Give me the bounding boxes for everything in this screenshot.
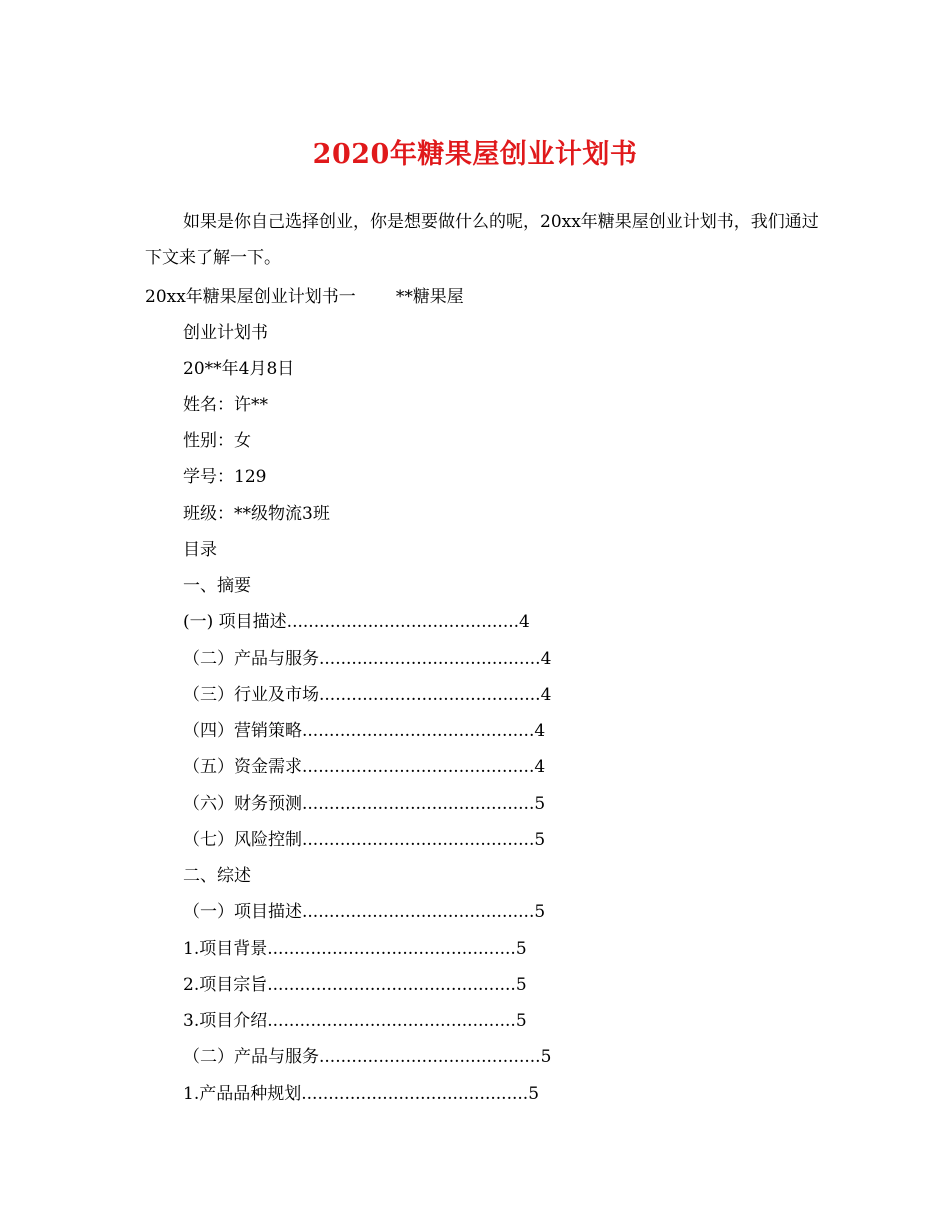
toc-entry-page: 5 [515,975,527,995]
toc-entry-leader: ........................................... [302,830,535,850]
toc-entry-page: 5 [528,1084,540,1104]
cover-student-id: 学号：129 [183,467,267,487]
cover-gender: 性别：女 [183,431,251,451]
toc-entry-label: 3.项目介绍 [183,1011,268,1031]
toc-entry-label: 1.项目背景 [183,939,268,959]
cover-class: 班级：**级物流3班 [183,504,330,524]
toc-entry-label: （六）财务预测 [183,794,302,814]
toc-entry[interactable] [183,610,530,634]
toc-entry-label: （二）产品与服务 [183,649,319,669]
toc-entry-leader: ......................................... [319,1047,541,1067]
toc-heading: 目录 [183,540,217,560]
toc-entry-label: 2.项目宗旨 [183,975,268,995]
toc-entry-leader: ........................................... [302,902,535,922]
toc-entry-leader: .............................................. [267,1011,516,1031]
heading-line-left: 20xx年糖果屋创业计划书一 [145,287,356,307]
toc-entry[interactable] [183,973,527,997]
heading-line-right: **糖果屋 [395,287,464,307]
toc-entry-page: 5 [534,830,546,850]
toc-section-summary: 一、摘要 [183,576,251,596]
toc-entry-label: （二）产品与服务 [183,1047,319,1067]
toc-entry-leader: ......................................... [319,685,541,705]
toc-entry-leader: .......................................... [301,1084,529,1104]
cover-date: 20**年4月8日 [183,359,295,379]
toc-entry-label: （一）项目描述 [183,902,302,922]
toc-entry[interactable] [183,755,545,779]
toc-entry[interactable] [183,828,545,852]
toc-entry-page: 5 [515,939,527,959]
toc-entry-page: 5 [540,1047,552,1067]
toc-entry-leader: ........................................... [302,794,535,814]
toc-entry-page: 4 [519,612,530,632]
toc-entry[interactable] [183,719,545,743]
toc-entry-page: 4 [534,721,546,741]
heading-line [145,285,464,309]
cover-name: 姓名：许** [183,395,268,415]
toc-entry-label: （四）营销策略 [183,721,302,741]
toc-entry[interactable] [183,792,545,816]
toc-entry[interactable] [183,647,551,671]
toc-entry[interactable] [183,1045,551,1069]
toc-entry-label: （三）行业及市场 [183,685,319,705]
toc-entry[interactable] [183,900,545,924]
toc-entry-label: （五）资金需求 [183,757,302,777]
toc-entry[interactable] [183,683,551,707]
toc-entry-leader: ........................................... [302,757,535,777]
toc-entry-leader: ........................................... [286,612,520,632]
toc-entry-leader: ......................................... [319,649,541,669]
toc-entry-page: 5 [534,794,546,814]
toc-entry-page: 5 [515,1011,527,1031]
toc-entry-page: 4 [540,685,552,705]
toc-entry-leader: ........................................... [302,721,535,741]
cover-doc-type: 创业计划书 [183,323,268,343]
toc-entry-label: （七）风险控制 [183,830,302,850]
toc-entry-label: 1.产品品种规划 [183,1084,302,1104]
toc-entry-label: (一) 项目描述 [183,612,287,632]
toc-entry[interactable] [183,1082,539,1106]
toc-entry-page: 4 [534,757,546,777]
toc-entry-page: 5 [534,902,546,922]
intro-paragraph: 如果是你自己选择创业，你是想要做什么的呢，20xx年糖果屋创业计划书，我们通过下文来了解一下。 [145,212,819,268]
toc-entry[interactable] [183,1009,527,1033]
toc-entry-page: 4 [540,649,552,669]
toc-section-overview: 二、综述 [183,866,251,886]
document-title: 2020年糖果屋创业计划书 [312,139,638,170]
toc-entry-leader: .............................................. [267,975,516,995]
toc-entry-leader: .............................................. [267,939,516,959]
toc-entry[interactable] [183,937,527,961]
